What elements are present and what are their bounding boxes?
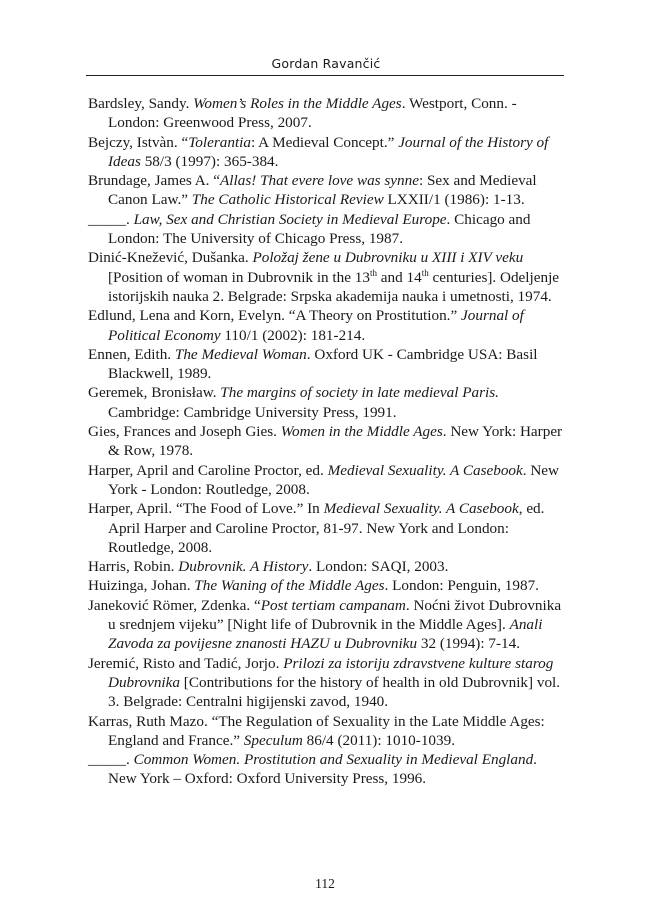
bibliography-entry	[88, 171, 566, 210]
entry-text: 86/4 (2011): 1010-1039.	[302, 731, 455, 749]
bibliography-entry	[88, 596, 566, 654]
bibliography-entry	[88, 557, 566, 576]
entry-text: Harper, April. “The Food of Love.” In	[88, 500, 324, 518]
italic-title: The margins of society in late medieval Paris.	[220, 384, 499, 402]
bibliography-entry	[88, 345, 566, 384]
entry-text: : A Medieval Concept.”	[250, 133, 399, 151]
entry-text: . Oxford UK - Cambridge USA: Basil Blackwell, 1989.	[108, 345, 538, 383]
entry-text: . New York - London: Routledge, 2008.	[108, 461, 560, 498]
entry-text: Janeković Römer, Zdenka. “	[88, 596, 261, 614]
entry-text: . Westport, Conn. - London: Greenwood Press, 2007.	[108, 95, 517, 132]
entry-text: 110/1 (2002): 181-214.	[220, 326, 366, 344]
bibliography-entry	[88, 383, 566, 422]
entry-text: Huizinga, Johan.	[88, 577, 195, 595]
italic-title: Journal of Political Economy	[108, 307, 524, 344]
entry-text: and 14	[377, 268, 422, 286]
entry-text: Bardsley, Sandy.	[88, 95, 194, 112]
bibliography-entry	[88, 499, 566, 557]
entry-text: LXXII/1 (1986): 1-13.	[383, 191, 525, 209]
entry-text: 58/3 (1997): 365-384.	[140, 152, 279, 170]
entry-text: . New York – Oxford: Oxford University Press, 1996.	[108, 751, 537, 788]
italic-title: Prilozi za istoriju zdravstvene kulture starog Dubrovnika	[108, 654, 554, 691]
entry-text: Harper, April and Caroline Proctor, ed.	[88, 461, 328, 479]
entry-text: Geremek, Bronisław.	[88, 384, 221, 402]
italic-title: Journal of the History of Ideas	[108, 133, 549, 170]
page-number: 112	[315, 876, 335, 891]
italic-title: Common Women. Prostitution and Sexuality in Medieval England	[133, 751, 534, 769]
italic-title: Medieval Sexuality. A Casebook	[327, 461, 523, 479]
italic-title: Anali Zavoda za povijesne znanosti HAZU u Dubrovniku	[108, 616, 543, 653]
entry-text: [Contributions for the history of health in old Dubrovnik] vol. 3. Belgrade: Centralni higijenski zavod, 1940.	[108, 673, 561, 711]
bibliography-entry	[88, 654, 566, 712]
superscript-text: th	[421, 267, 429, 278]
bibliography-entry	[88, 461, 566, 500]
italic-title: Položaj žene u Dubrovniku u XIII i XIV veku	[252, 249, 524, 267]
italic-title: The Catholic Historical Review	[191, 191, 384, 209]
bibliography-entry	[88, 750, 566, 789]
entry-text: Dinić-Knežević, Dušanka.	[88, 249, 253, 267]
entry-text: Brundage, James A. “	[88, 172, 221, 190]
italic-title: Speculum	[243, 731, 303, 749]
italic-title: The Waning of the Middle Ages	[194, 577, 385, 595]
running-header: Gordan Ravančić	[271, 56, 381, 71]
italic-title: Post tertiam campanam	[260, 596, 406, 614]
bibliography-entry	[88, 712, 566, 751]
bibliography-list	[88, 94, 566, 789]
entry-text: Jeremić, Risto and Tadić, Jorjo.	[88, 654, 284, 672]
bibliography-entry	[88, 248, 566, 306]
entry-text: Ennen, Edith.	[88, 345, 175, 363]
italic-title: Law, Sex and Christian Society in Medieval Europe	[133, 210, 447, 228]
italic-title: Women in the Middle Ages	[280, 423, 443, 441]
entry-text: Edlund, Lena and Korn, Evelyn. “A Theory on Prostitution.”	[88, 307, 462, 325]
bibliography-entry	[88, 210, 566, 249]
entry-text: Karras, Ruth Mazo. “The Regulation of Sexuality in the Late Middle Ages: England and France.”	[88, 712, 545, 749]
entry-text: . London: Penguin, 1987.	[384, 577, 539, 595]
entry-text: . Noćni život Dubrovnika u srednjem vijeku” [Night life of Dubrovnik in the Middle Ages].	[108, 596, 562, 634]
bibliography-entry	[88, 422, 566, 461]
entry-text: Cambridge: Cambridge University Press, 1991.	[108, 403, 397, 421]
entry-text: _____.	[88, 210, 134, 228]
entry-text: . Chicago and London: The University of Chicago Press, 1987.	[108, 210, 531, 248]
header-rule	[86, 75, 564, 76]
entry-text: . New York: Harper & Row, 1978.	[108, 423, 563, 460]
entry-text: [Position of woman in Dubrovnik in the 13	[108, 268, 370, 286]
bibliography-entry	[88, 94, 566, 133]
bibliography-entry	[88, 576, 566, 595]
entry-text: Harris, Robin.	[88, 558, 179, 576]
italic-title: Dubrovnik. A History	[178, 558, 309, 576]
entry-text: Bejczy, Istvàn. “	[88, 133, 189, 151]
entry-text: 32 (1994): 7-14.	[417, 635, 521, 653]
entry-text: _____.	[88, 751, 134, 769]
bibliography-entry	[88, 133, 566, 172]
italic-title: Women’s Roles in the Middle Ages	[193, 95, 402, 112]
entry-text: : Sex and Medieval Canon Law.”	[108, 172, 537, 209]
bibliography-entry	[88, 306, 566, 345]
entry-text: Gies, Frances and Joseph Gies.	[88, 423, 281, 441]
superscript-text: th	[369, 267, 377, 278]
italic-title: Medieval Sexuality. A Casebook	[323, 500, 519, 518]
italic-title: Tolerantia	[188, 133, 251, 151]
italic-title: The Medieval Woman	[174, 345, 307, 363]
italic-title: Allas! That evere love was synne	[220, 172, 419, 190]
entry-text: , ed. April Harper and Caroline Proctor, 81-97. New York and London: Routledge, 2008.	[108, 500, 545, 556]
entry-text: centuries]. Odeljenje istorijskih nauka 2. Belgrade: Srpska akademija nauka i umetnosti, 1974.	[108, 268, 560, 305]
entry-text: . London: SAQI, 2003.	[308, 558, 449, 576]
